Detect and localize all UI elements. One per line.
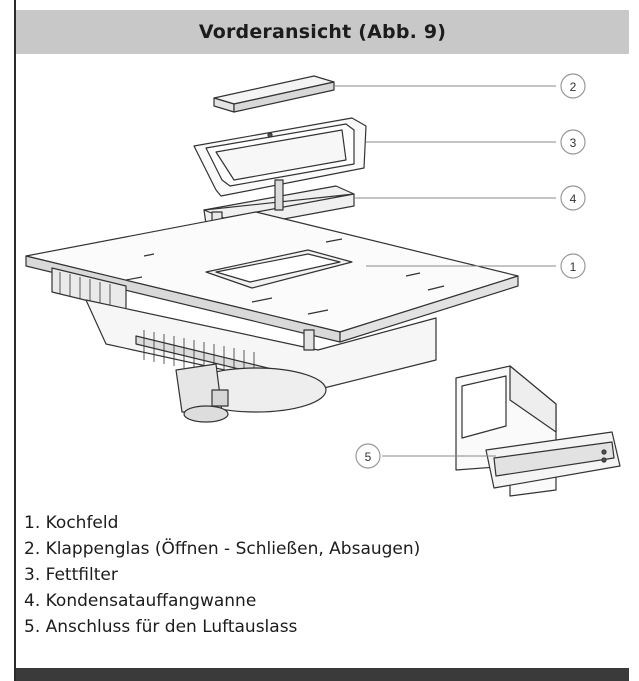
list-item: 2. Klappenglas (Öffnen - Schließen, Absaugen) xyxy=(24,539,421,559)
callout-label: 4 xyxy=(569,192,577,206)
footer-bar xyxy=(16,668,629,681)
exploded-view-figure xyxy=(16,60,629,500)
callout-marker xyxy=(356,444,380,468)
section-header xyxy=(16,10,629,54)
list-item: 5. Anschluss für den Luftauslass xyxy=(24,617,298,637)
callout-label: 1 xyxy=(569,260,577,274)
air-outlet-drawing xyxy=(456,366,620,496)
callout-marker xyxy=(561,254,585,278)
glass-flap-drawing xyxy=(214,76,334,112)
callout-marker xyxy=(561,130,585,154)
list-item: 1. Kochfeld xyxy=(24,513,119,533)
callout-label: 3 xyxy=(569,136,577,150)
section-title: Vorderansicht (Abb. 9) xyxy=(198,21,447,43)
list-item: 4. Kondensatauffangwanne xyxy=(24,591,257,611)
callout-label: 2 xyxy=(569,80,577,94)
callout-marker xyxy=(561,186,585,210)
callout-marker xyxy=(561,74,585,98)
list-item: 3. Fettfilter xyxy=(24,565,118,585)
parts-list xyxy=(24,510,420,640)
callout-label: 5 xyxy=(364,450,372,464)
